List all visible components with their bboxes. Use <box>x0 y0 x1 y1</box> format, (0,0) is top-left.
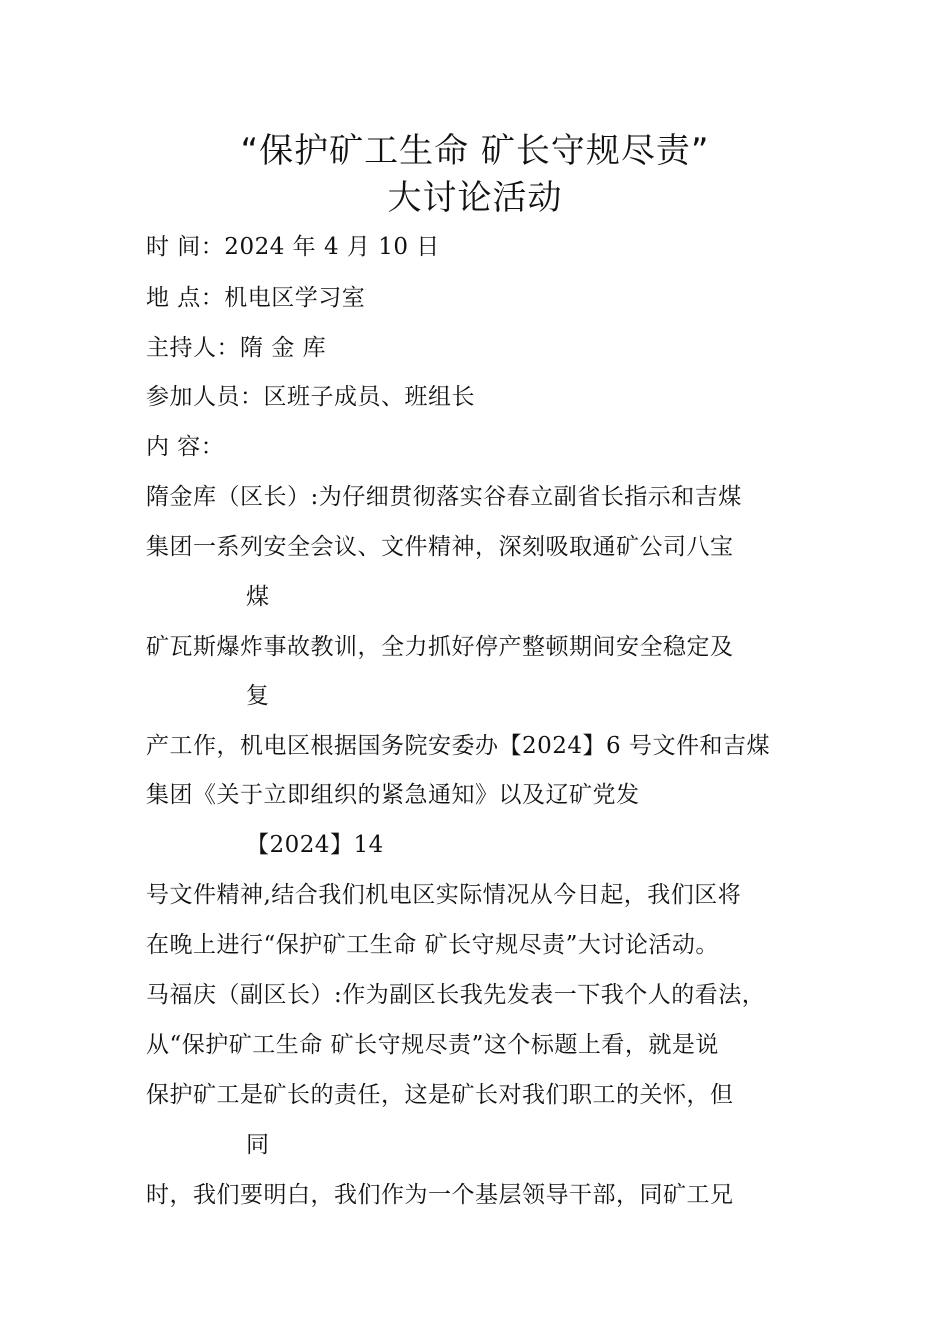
content-label: 内 容： <box>146 434 225 460</box>
body-line: 保护矿工是矿长的责任，这是矿长对我们职工的关怀，但 <box>146 1082 734 1108</box>
body-line: 产工作，机电区根据国务院安委办【2024】6 号文件和吉煤 <box>146 733 770 759</box>
body-line: 【2024】14 <box>246 832 384 858</box>
body-line: 矿瓦斯爆炸事故教训，全力抓好停产整顿期间安全稳定及 <box>146 634 734 660</box>
body-line: 同 <box>246 1132 270 1158</box>
meeting-participants: 参加人员：区班子成员、班组长 <box>146 384 475 410</box>
body-line: 时，我们要明白，我们作为一个基层领导干部，同矿工兄 <box>146 1182 734 1208</box>
document-title-line-1: “保护矿工生命 矿长守规尽责” <box>240 131 710 171</box>
meeting-time: 时 间：2024 年 4 月 10 日 <box>146 234 440 260</box>
body-line: 煤 <box>246 584 270 610</box>
body-line: 集团一系列安全会议、文件精神，深刻吸取通矿公司八宝 <box>146 534 734 560</box>
body-line: 隋金库（区长）:为仔细贯彻落实谷春立副省长指示和吉煤 <box>146 484 742 510</box>
body-line: 从“保护矿工生命 矿长守规尽责”这个标题上看，就是说 <box>146 1032 719 1058</box>
body-line: 集团《关于立即组织的紧急通知》以及辽矿党发 <box>146 782 640 808</box>
body-line: 马福庆（副区长）:作为副区长我先发表一下我个人的看法， <box>146 982 766 1008</box>
body-line: 在晚上进行“保护矿工生命 矿长守规尽责”大讨论活动。 <box>146 932 719 958</box>
document-title-line-2: 大讨论活动 <box>387 178 563 218</box>
meeting-host: 主持人：隋 金 库 <box>146 335 327 361</box>
meeting-place: 地 点：机电区学习室 <box>146 285 366 311</box>
body-line: 复 <box>246 683 270 709</box>
body-line: 号文件精神,结合我们机电区实际情况从今日起，我们区将 <box>146 882 742 908</box>
